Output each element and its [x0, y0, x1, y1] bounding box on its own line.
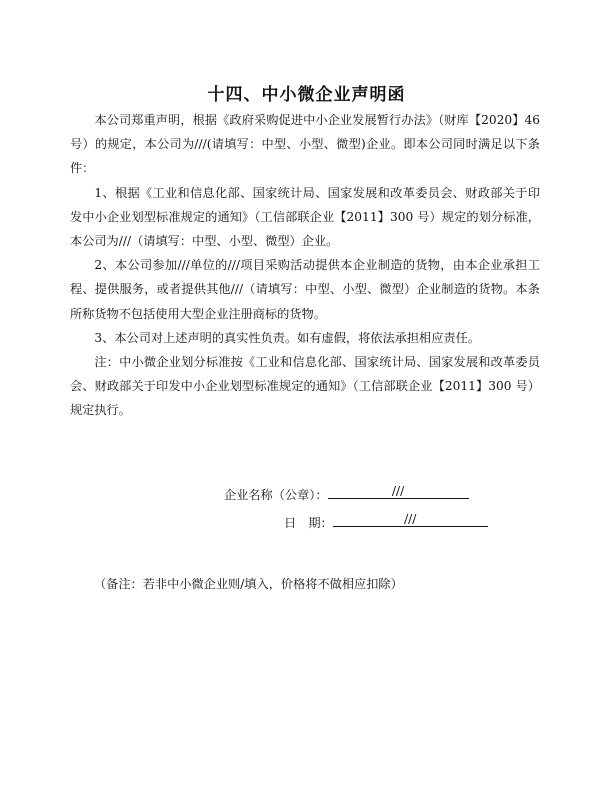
note-paragraph: 注：中小微企业划分标准按《工业和信息化部、国家统计局、国家发展和改革委员会、财政部关于印发中小企业划型标准规定的通知》（工信部联企业【2011】300 号）规定执行。 — [70, 355, 540, 418]
date-row — [284, 511, 488, 531]
company-name-label: 企业名称（公章）： — [224, 488, 328, 502]
company-name-value: /// — [391, 484, 405, 498]
company-name-row — [224, 483, 469, 503]
date-label: 日 期： — [284, 516, 333, 530]
declaration-body — [70, 108, 540, 423]
date-value: /// — [404, 512, 417, 526]
company-name-field[interactable] — [328, 483, 469, 499]
date-field[interactable] — [333, 511, 488, 527]
footnote: （备注：若非中小微企业则/填入，价格将不做相应扣除） — [94, 577, 403, 591]
clause-3-paragraph: 3、本公司对上述声明的真实性负责。如有虚假，将依法承担相应责任。 — [94, 330, 480, 345]
clause-2-paragraph: 2、本公司参加///单位的///项目采购活动提供本企业制造的货物，由本企业承担工程、提供服务，或者提供其他///（请填写：中型、小型、微型）企业制造的货物。本条所称货物不包括使用大型企业注册商标的货物。 — [70, 258, 540, 321]
intro-paragraph: 本公司郑重声明，根据《政府采购促进中小企业发展暂行办法》（财库【2020】46号）的规定，本公司为///(请填写：中型、小型、微型)企业。即本公司同时满足以下条件： — [70, 113, 540, 176]
clause-1-paragraph: 1、根据《工业和信息化部、国家统计局、国家发展和改革委员会、财政部关于印发中小企业划型标准规定的通知》（工信部联企业【2011】300 号）规定的划分标准，本公司为///（请填写：中型、小型、微型）企业。 — [70, 185, 540, 249]
page-title: 十四、中小微企业声明函 — [207, 85, 406, 105]
